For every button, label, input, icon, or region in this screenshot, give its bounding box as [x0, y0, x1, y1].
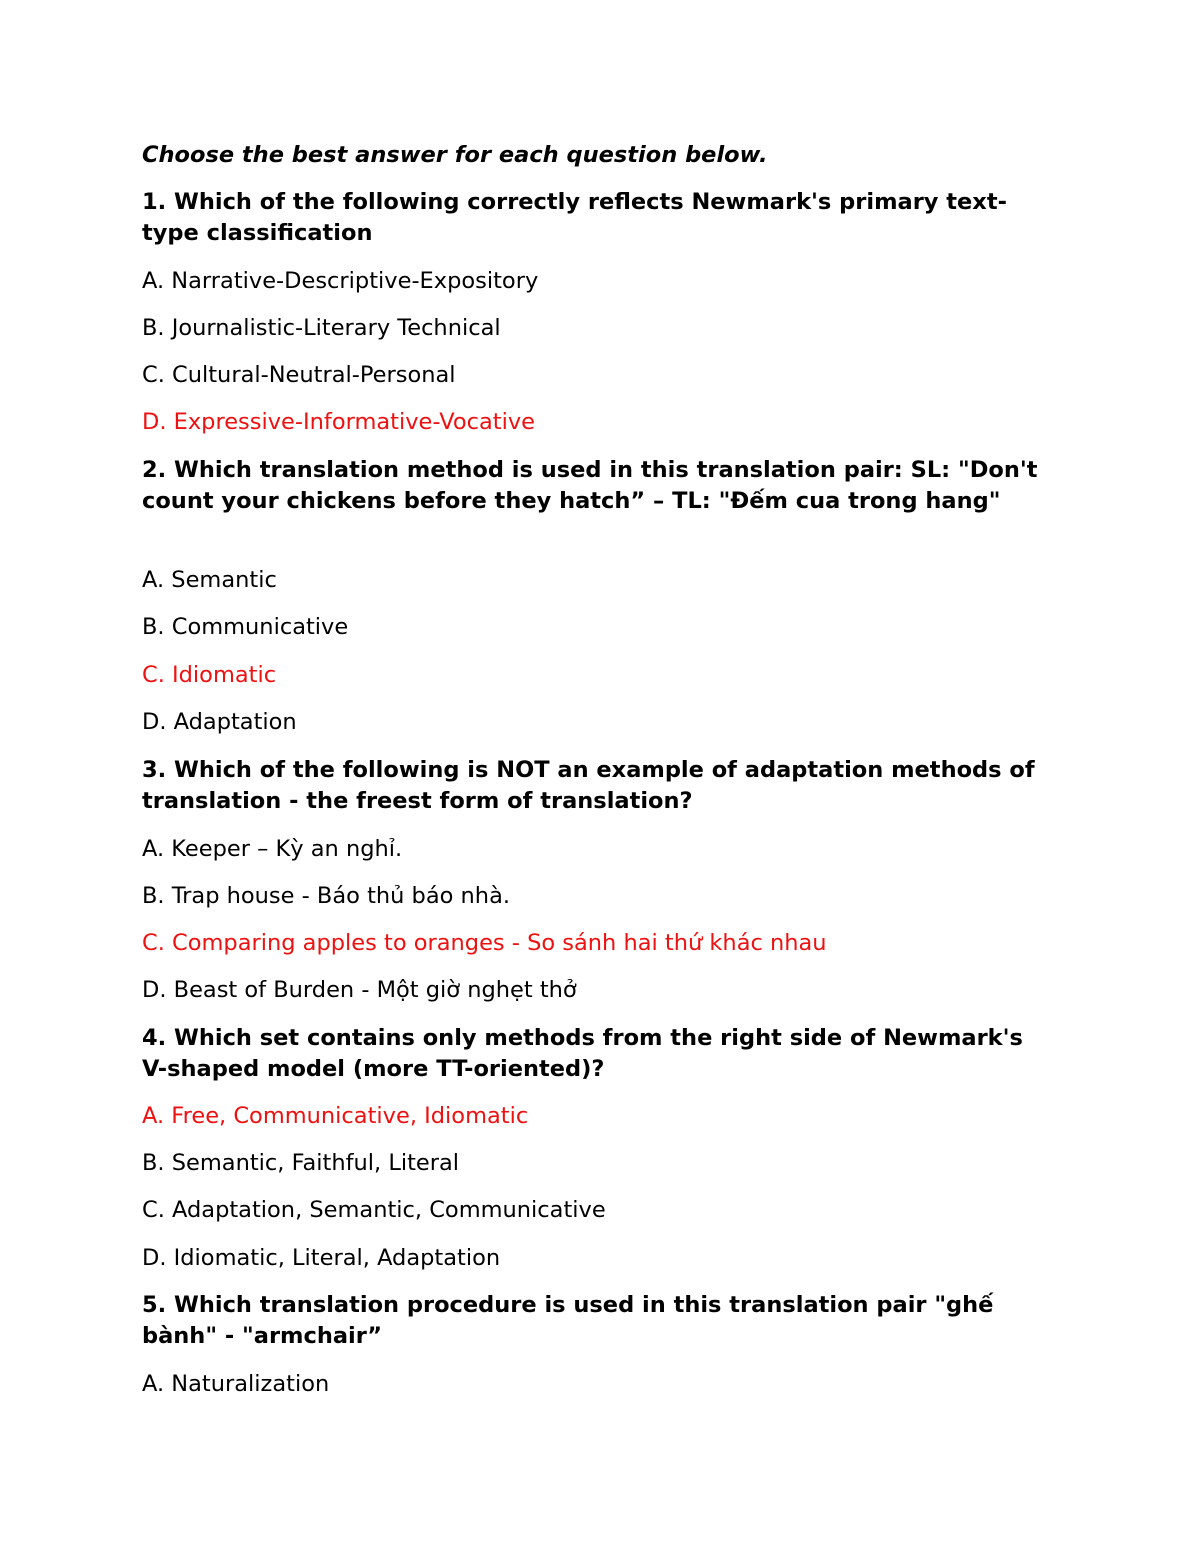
q2-option-c-correct: C. Idiomatic: [142, 662, 277, 688]
q4-option-c: C. Adaptation, Semantic, Communicative: [142, 1197, 606, 1223]
question-1: 1. Which of the following correctly reflects Newmark's primary text-type classification: [142, 189, 1007, 246]
question-3: 3. Which of the following is NOT an example of adaptation methods of translation - the freest form of translation?: [142, 757, 1035, 814]
q3-option-c-correct: C. Comparing apples to oranges - So sánh hai thứ khác nhau: [142, 930, 827, 956]
q2-option-b: B. Communicative: [142, 614, 349, 640]
instructions: Choose the best answer for each question below.: [142, 142, 768, 168]
question-5: 5. Which translation procedure is used in this translation pair "ghế bành" - "armchair”: [142, 1292, 994, 1349]
q4-option-b: B. Semantic, Faithful, Literal: [142, 1150, 460, 1176]
q1-option-b: B. Journalistic-Literary Technical: [142, 315, 501, 341]
q2-option-a: A. Semantic: [142, 567, 277, 593]
q1-option-c: C. Cultural-Neutral-Personal: [142, 362, 456, 388]
q4-option-d: D. Idiomatic, Literal, Adaptation: [142, 1245, 501, 1271]
q3-option-a: A. Keeper – Kỳ an nghỉ.: [142, 836, 403, 862]
q3-option-b: B. Trap house - Báo thủ báo nhà.: [142, 883, 511, 909]
q2-option-d: D. Adaptation: [142, 709, 297, 735]
q1-option-d-correct: D. Expressive-Informative-Vocative: [142, 409, 535, 435]
q3-option-d: D. Beast of Burden - Một giờ nghẹt thở: [142, 977, 577, 1003]
question-4: 4. Which set contains only methods from the right side of Newmark's V-shaped model (more TT-oriented)?: [142, 1025, 1023, 1082]
q4-option-a-correct: A. Free, Communicative, Idiomatic: [142, 1103, 529, 1129]
q1-option-a: A. Narrative-Descriptive-Expository: [142, 268, 539, 294]
q5-option-a: A. Naturalization: [142, 1371, 330, 1397]
question-2: 2. Which translation method is used in this translation pair: SL: "Don't count your chickens before they hatch” – TL: "Đếm cua trong hang": [142, 457, 1038, 514]
